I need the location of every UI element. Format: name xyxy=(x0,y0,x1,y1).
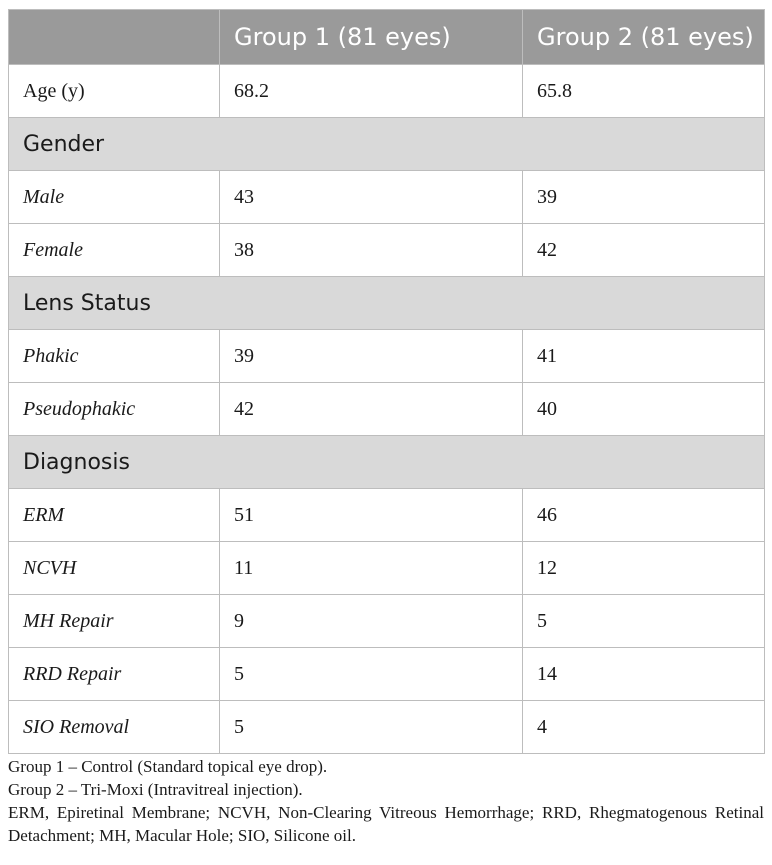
group-2-value: 41 xyxy=(523,330,765,383)
row-label: Male xyxy=(9,171,220,224)
group-2-value: 14 xyxy=(523,648,765,701)
footnote-group-2: Group 2 – Tri-Moxi (Intravitreal injection). xyxy=(8,780,303,799)
demographics-table xyxy=(8,9,765,754)
group-1-value: 9 xyxy=(220,595,523,648)
group-1-value: 11 xyxy=(220,542,523,595)
table-row xyxy=(9,542,765,595)
header-group-2: Group 2 (81 eyes) xyxy=(523,10,765,65)
table-row xyxy=(9,65,765,118)
row-label: MH Repair xyxy=(9,595,220,648)
section-heading: Gender xyxy=(9,118,765,171)
header-group-1: Group 1 (81 eyes) xyxy=(220,10,523,65)
group-1-value: 39 xyxy=(220,330,523,383)
group-1-value: 5 xyxy=(220,648,523,701)
row-label: NCVH xyxy=(9,542,220,595)
row-label: SIO Removal xyxy=(9,701,220,754)
group-2-value: 42 xyxy=(523,224,765,277)
group-1-value: 5 xyxy=(220,701,523,754)
group-2-value: 46 xyxy=(523,489,765,542)
table-row xyxy=(9,330,765,383)
table-footnotes xyxy=(8,755,764,847)
table-body xyxy=(9,65,765,754)
section-heading: Diagnosis xyxy=(9,436,765,489)
section-row xyxy=(9,436,765,489)
table-row xyxy=(9,171,765,224)
group-2-value: 39 xyxy=(523,171,765,224)
group-2-value: 40 xyxy=(523,383,765,436)
row-label: RRD Repair xyxy=(9,648,220,701)
table-row xyxy=(9,648,765,701)
row-label: Phakic xyxy=(9,330,220,383)
group-2-value: 4 xyxy=(523,701,765,754)
group-1-value: 51 xyxy=(220,489,523,542)
group-2-value: 65.8 xyxy=(523,65,765,118)
row-label: Age (y) xyxy=(9,65,220,118)
group-2-value: 5 xyxy=(523,595,765,648)
table-row xyxy=(9,383,765,436)
table-row xyxy=(9,595,765,648)
table-row xyxy=(9,224,765,277)
section-row xyxy=(9,118,765,171)
table-row xyxy=(9,489,765,542)
demographics-table-container xyxy=(8,9,764,754)
group-1-value: 42 xyxy=(220,383,523,436)
row-label: Pseudophakic xyxy=(9,383,220,436)
group-2-value: 12 xyxy=(523,542,765,595)
table-row xyxy=(9,701,765,754)
header-empty-cell xyxy=(9,10,220,65)
header-row xyxy=(9,10,765,65)
group-1-value: 38 xyxy=(220,224,523,277)
footnote-abbreviations: ERM, Epiretinal Membrane; NCVH, Non-Clearing Vitreous Hemorrhage; RRD, Rhegmatogenous Retinal Detachment; MH, Macular Hole; SIO, Silicone oil. xyxy=(8,803,764,845)
section-row xyxy=(9,277,765,330)
row-label: ERM xyxy=(9,489,220,542)
footnote-group-1: Group 1 – Control (Standard topical eye drop). xyxy=(8,757,328,776)
section-heading: Lens Status xyxy=(9,277,765,330)
group-1-value: 43 xyxy=(220,171,523,224)
group-1-value: 68.2 xyxy=(220,65,523,118)
table-header xyxy=(9,10,765,65)
row-label: Female xyxy=(9,224,220,277)
